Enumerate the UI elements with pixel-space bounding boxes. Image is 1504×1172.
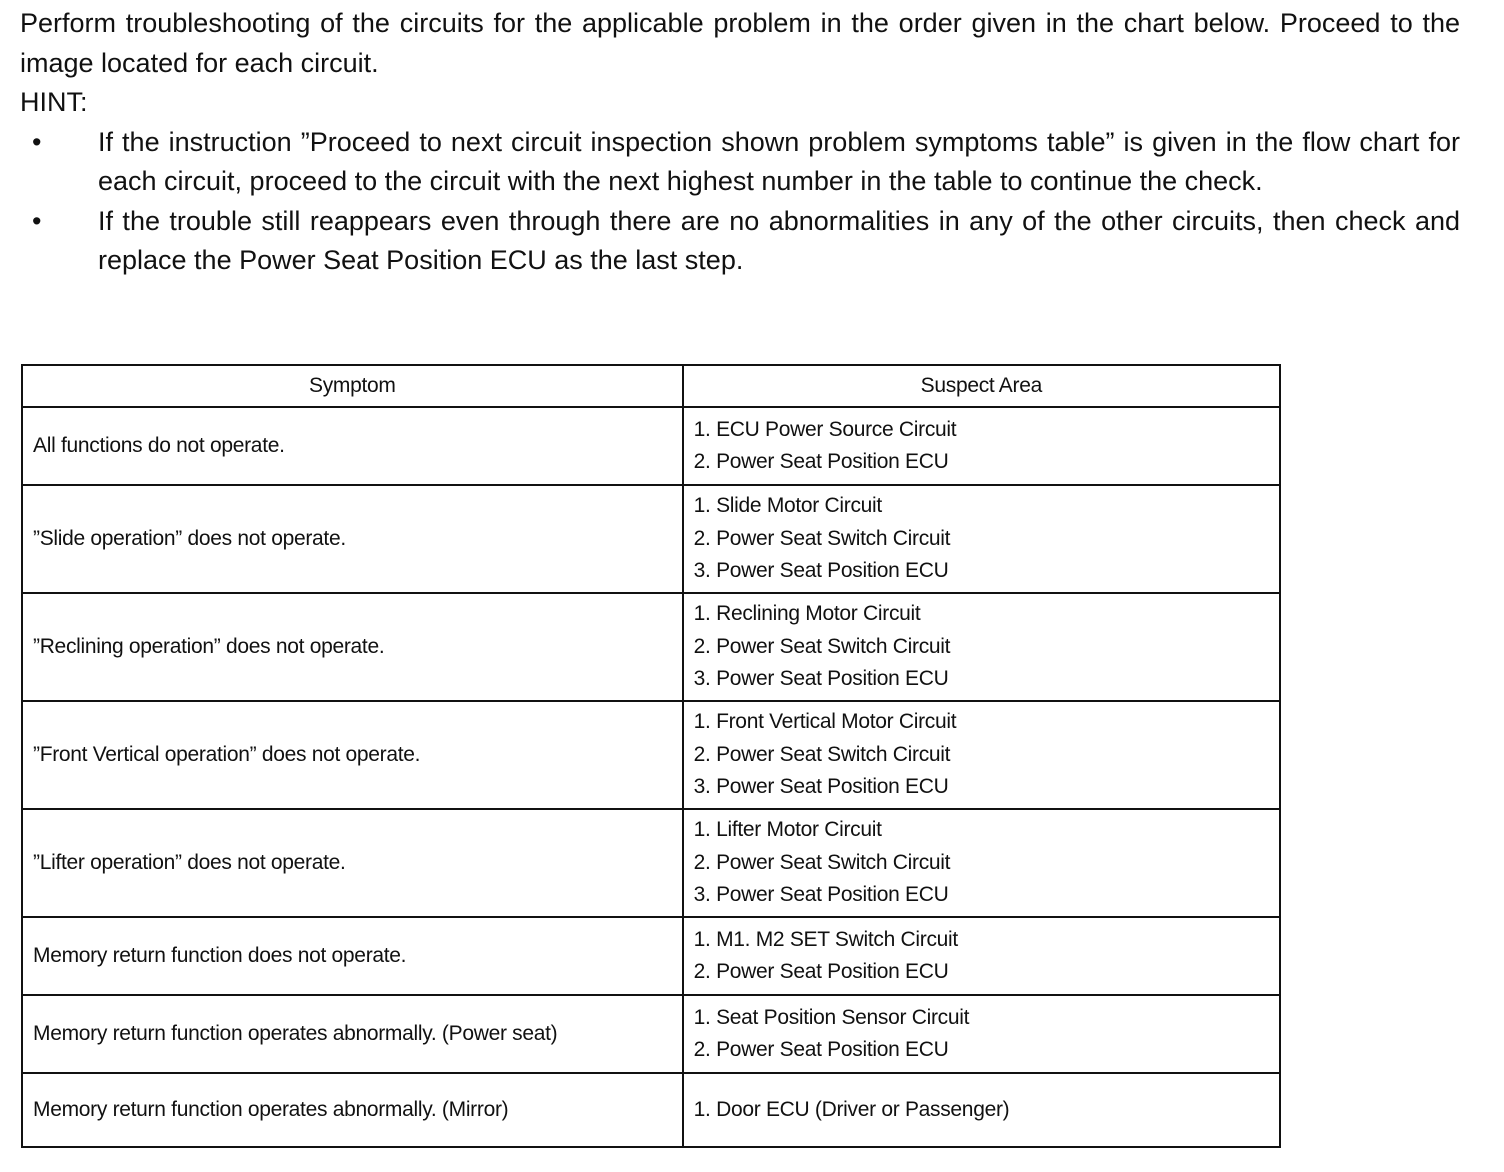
suspect-item: 1. Reclining Motor Circuit [693,602,921,626]
symptom-column-header: Symptom [22,365,683,407]
table-row [22,1073,1280,1147]
table-row [22,485,1280,593]
suspect-item: 2. Power Seat Position ECU [693,960,949,983]
hint-item [20,123,1460,202]
symptom-cell: All functions do not operate. [22,407,683,485]
symptom-cell: ”Lifter operation” does not operate. [22,809,683,917]
suspect-area-cell [683,485,1280,593]
suspect-item: 3. Power Seat Position ECU [693,559,949,583]
suspect-area-cell [683,701,1280,809]
suspect-item: 1. M1. M2 SET Switch Circuit [693,927,958,951]
suspect-area-cell [683,1073,1280,1147]
suspect-item: 1. Slide Motor Circuit [693,494,882,518]
table-header-row [22,365,1280,407]
table-row [22,407,1280,485]
table-row [22,995,1280,1073]
suspect-item: 2. Power Seat Switch Circuit [693,634,951,658]
table-row [22,809,1280,917]
table-row [22,593,1280,701]
suspect-item: 2. Power Seat Position ECU [693,450,949,473]
bullet-icon: • [32,126,42,157]
suspect-item: 1. ECU Power Source Circuit [693,417,957,441]
hint-text: If the trouble still reappears even through there are no abnormalities in any of the other circuits, then check and replace the Power Seat Position ECU as the last step. [98,205,1460,275]
suspect-area-cell [683,917,1280,995]
suspect-area-cell [683,809,1280,917]
hint-label: HINT: [20,87,88,117]
symptom-cell: Memory return function does not operate. [22,917,683,995]
suspect-item: 1. Lifter Motor Circuit [693,818,882,842]
suspect-item: 3. Power Seat Position ECU [693,775,949,799]
bullet-icon: • [32,205,42,236]
suspect-item: 2. Power Seat Switch Circuit [693,526,951,550]
hint-item [20,202,1460,281]
suspect-item: 1. Door ECU (Driver or Passenger) [693,1097,1010,1121]
intro-paragraph: Perform troubleshooting of the circuits for the applicable problem in the order given in the chart below. Proceed to the image located for each circuit. [20,8,1460,78]
symptom-cell: Memory return function operates abnormally. (Mirror) [22,1073,683,1147]
symptom-cell: ”Slide operation” does not operate. [22,485,683,593]
suspect-area-cell [683,593,1280,701]
symptom-cell: Memory return function operates abnormally. (Power seat) [22,995,683,1073]
suspect-area-cell [683,995,1280,1073]
suspect-item: 1. Front Vertical Motor Circuit [693,710,957,734]
table-row [22,701,1280,809]
symptom-cell: ”Reclining operation” does not operate. [22,593,683,701]
suspect-area-cell [683,407,1280,485]
hint-text: If the instruction ”Proceed to next circuit inspection shown problem symptoms table” is given in the flow chart for each circuit, proceed to the circuit with the next highest number in the table to continue the check. [98,126,1460,196]
hint-list [20,123,1460,281]
suspect-item: 2. Power Seat Switch Circuit [693,742,951,766]
suspect-item: 2. Power Seat Position ECU [693,1038,949,1061]
symptom-cell: ”Front Vertical operation” does not operate. [22,701,683,809]
table-row [22,917,1280,995]
intro-section [20,4,1460,281]
problem-symptoms-table [21,364,1281,1148]
suspect-item: 2. Power Seat Switch Circuit [693,850,951,874]
suspect-item: 1. Seat Position Sensor Circuit [693,1005,970,1029]
suspect-area-column-header: Suspect Area [683,365,1280,407]
suspect-item: 3. Power Seat Position ECU [693,883,949,907]
suspect-item: 3. Power Seat Position ECU [693,667,949,691]
